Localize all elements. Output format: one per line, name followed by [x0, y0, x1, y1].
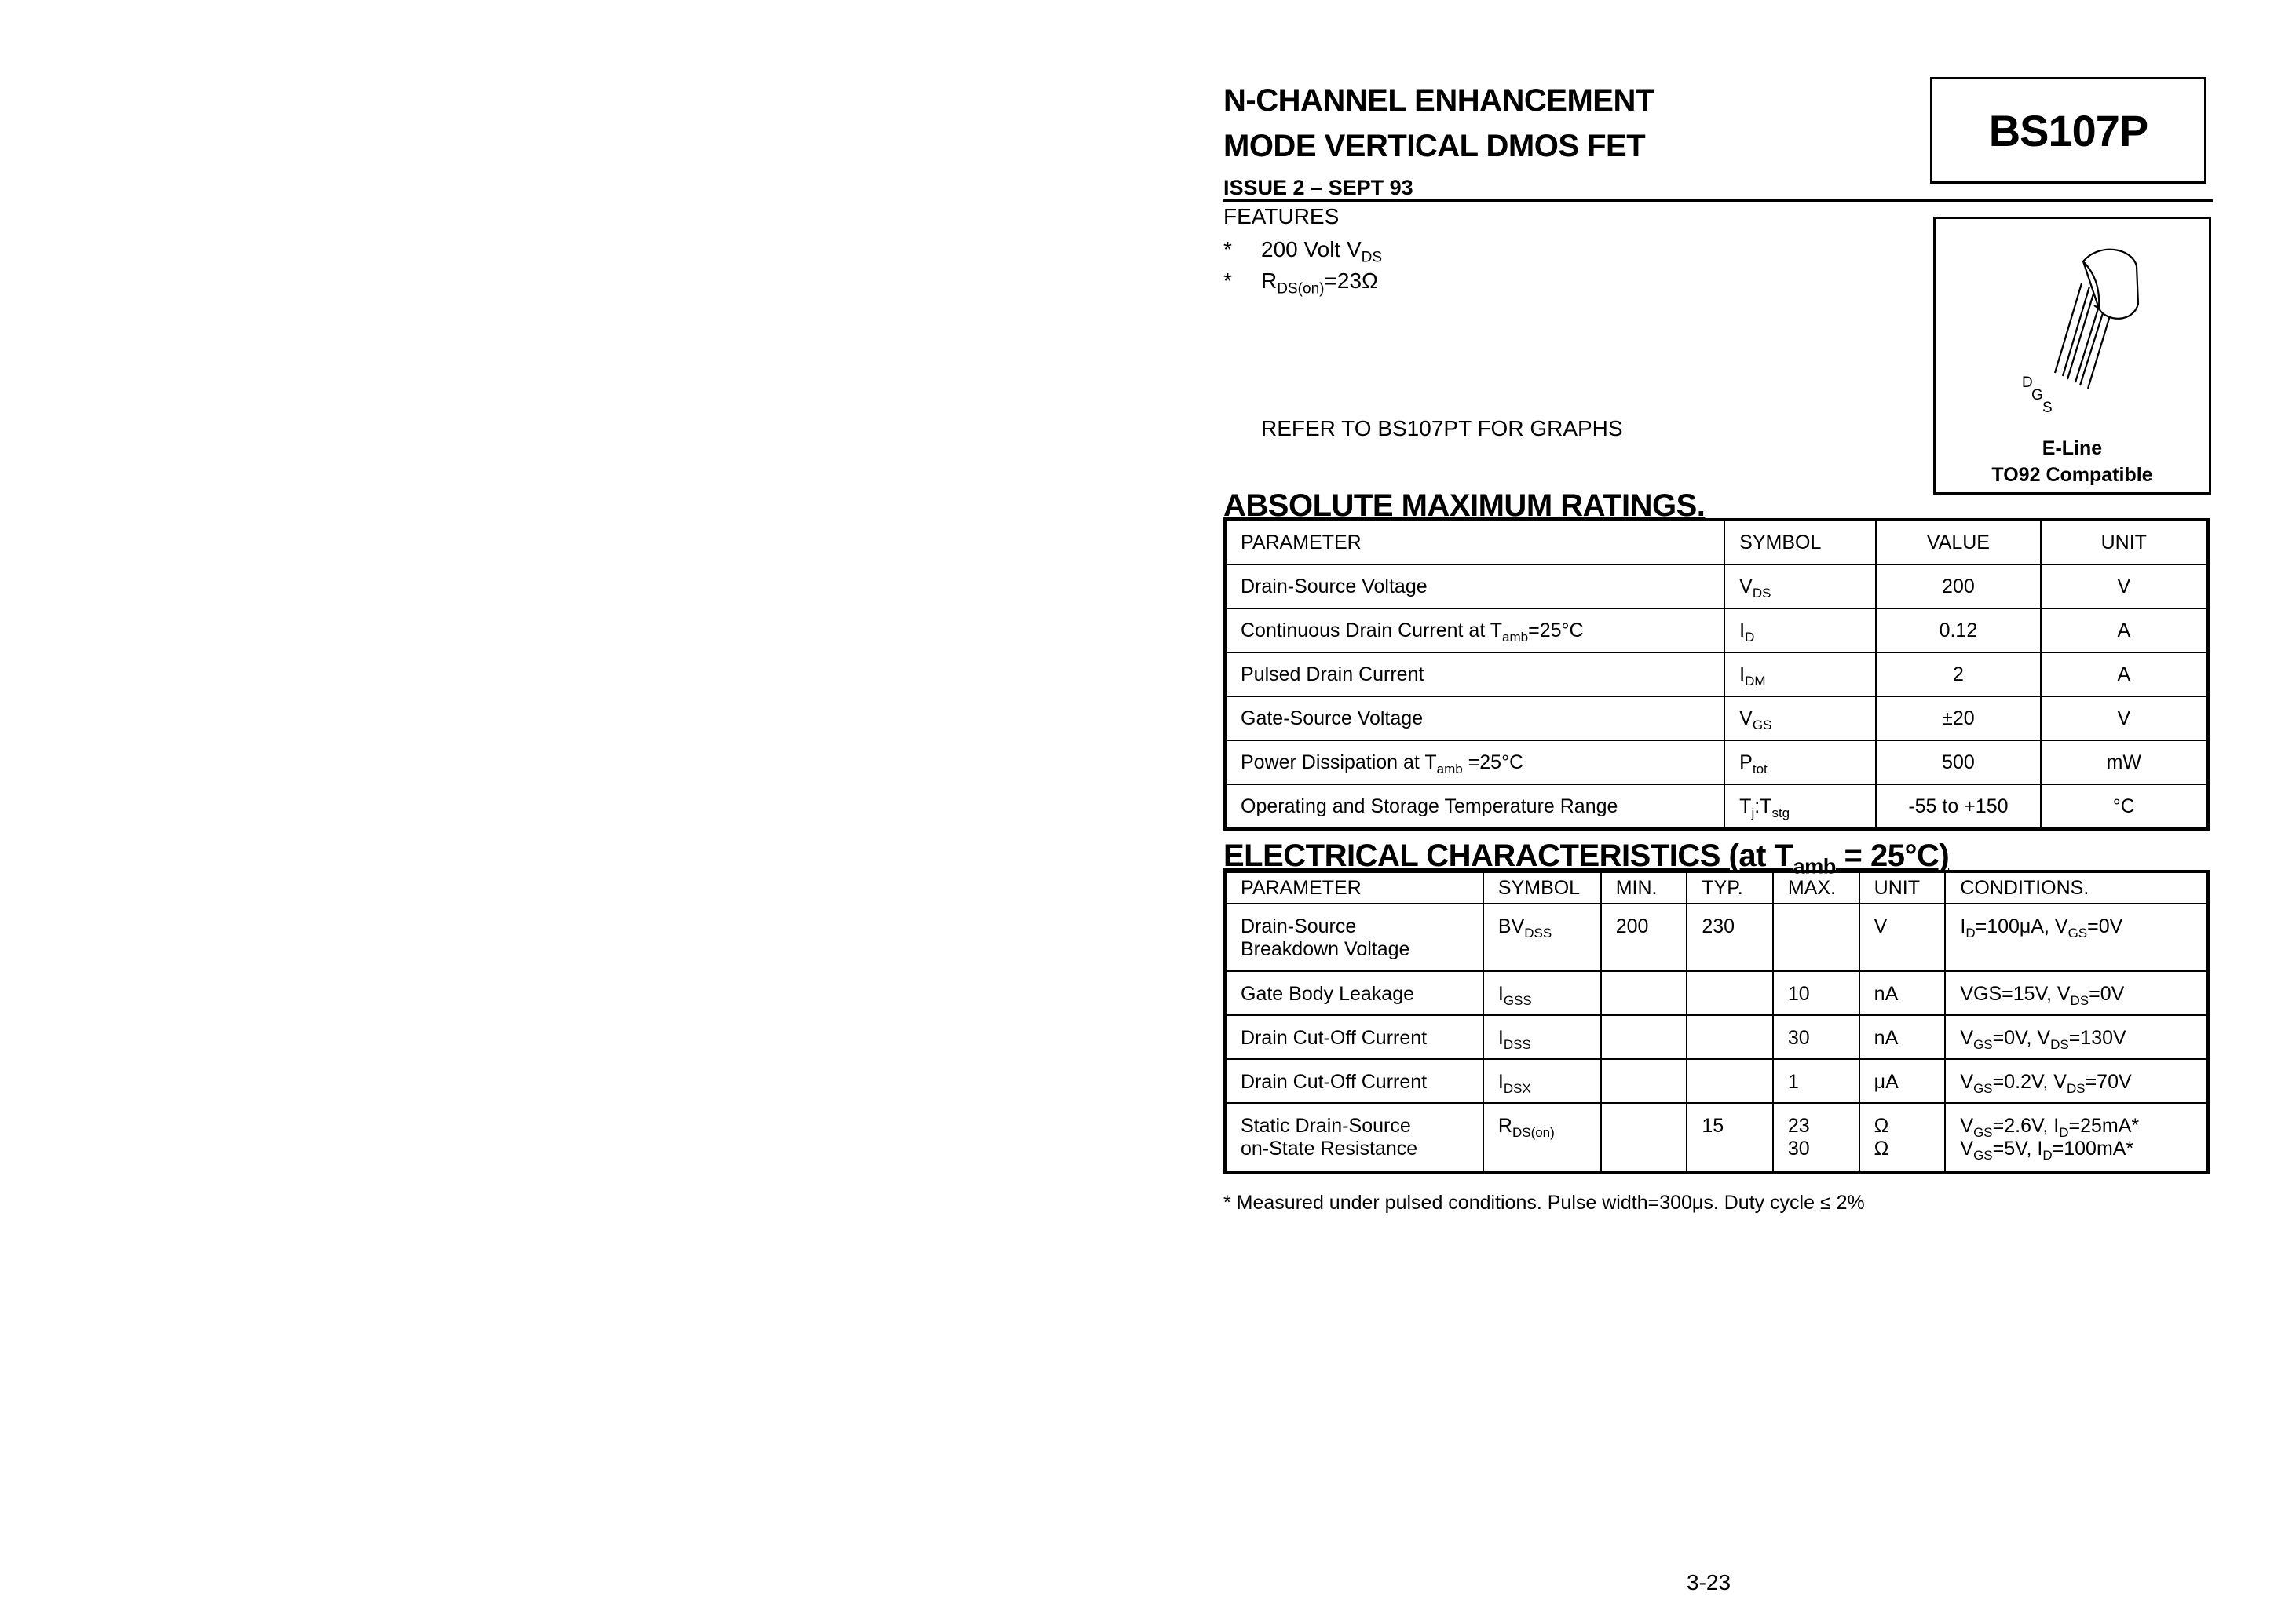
feature-text: 200 Volt $V_{DS}$	[1261, 237, 1383, 266]
table-row	[1225, 1103, 2208, 1172]
unit-cell: A	[2041, 652, 2208, 696]
title-line-1: N-CHANNEL ENHANCEMENT	[1223, 83, 1654, 118]
feature-text: $R_{DS(on)}=23\Omega$	[1261, 269, 1378, 298]
symbol-cell: $T_j:T_{stg}$	[1724, 784, 1876, 829]
value-cell: 200	[1876, 564, 2040, 608]
features-heading: FEATURES	[1223, 204, 1340, 228]
unit-cell: nA	[1859, 971, 1946, 1015]
symbol-cell: $I_{DSX}$	[1483, 1059, 1601, 1103]
value-cell: 500	[1876, 740, 2040, 784]
max-cell	[1773, 904, 1859, 971]
max-cell: 23 30	[1773, 1103, 1859, 1172]
symbol-cell: $P_{tot}$	[1724, 740, 1876, 784]
header-symbol: SYMBOL	[1483, 871, 1601, 904]
min-cell	[1601, 971, 1687, 1015]
header-rule	[1223, 199, 2213, 202]
conditions-cell: $V_{GS}=0.2V$, $V_{DS}=70V$	[1945, 1059, 2208, 1103]
typ-cell	[1687, 1059, 1773, 1103]
unit-cell: A	[2041, 608, 2208, 652]
typ-cell: 230	[1687, 904, 1773, 971]
min-cell	[1601, 1015, 1687, 1059]
param-cell: Gate-Source Voltage	[1225, 696, 1724, 740]
symbol-cell: $I_{DSS}$	[1483, 1015, 1601, 1059]
param-cell: Drain Cut-Off Current	[1225, 1059, 1483, 1103]
symbol-cell: $V_{DS}$	[1724, 564, 1876, 608]
min-cell	[1601, 1103, 1687, 1172]
unit-cell: mW	[2041, 740, 2208, 784]
header-typ: TYP.	[1687, 871, 1773, 904]
bullet: *	[1223, 237, 1232, 261]
unit-cell: Ω Ω	[1859, 1103, 1946, 1172]
table-row	[1225, 740, 2208, 784]
header-unit: UNIT	[1859, 871, 1946, 904]
abs-max-title: ABSOLUTE MAXIMUM RATINGS.	[1223, 488, 1706, 523]
unit-cell: V	[2041, 696, 2208, 740]
conditions-cell: $V_{GS}=0V$, $V_{DS}=130V$	[1945, 1015, 2208, 1059]
header-value: VALUE	[1876, 520, 2040, 564]
header-max: MAX.	[1773, 871, 1859, 904]
part-number-box	[1930, 77, 2206, 184]
abs-max-table	[1223, 518, 2210, 831]
table-row	[1225, 652, 2208, 696]
page-number: 3-23	[1687, 1570, 1731, 1595]
table-row	[1225, 1059, 2208, 1103]
conditions-cell: $V_{GS}=2.6V$, $I_D=25mA*$ $V_{GS}=5V$, $I_D=100mA*$	[1945, 1103, 2208, 1172]
param-cell: Drain-Source Voltage	[1225, 564, 1724, 608]
title-line-2: MODE VERTICAL DMOS FET	[1223, 129, 1646, 163]
min-cell	[1601, 1059, 1687, 1103]
unit-cell: nA	[1859, 1015, 1946, 1059]
header-symbol: SYMBOL	[1724, 520, 1876, 564]
max-cell: 10	[1773, 971, 1859, 1015]
table-header-row	[1225, 520, 2208, 564]
table-row	[1225, 608, 2208, 652]
table-row	[1225, 971, 2208, 1015]
unit-cell: V	[1859, 904, 1946, 971]
table-row	[1225, 1015, 2208, 1059]
symbol-cell: $BV_{DSS}$	[1483, 904, 1601, 971]
package-caption-line1: E-Line	[2042, 437, 2103, 459]
bullet: *	[1223, 269, 1232, 293]
typ-cell	[1687, 971, 1773, 1015]
table-row	[1225, 564, 2208, 608]
footnote: * Measured under pulsed conditions. Pulse width=300μs. Duty cycle ≤ 2%	[1223, 1192, 1865, 1214]
pin-label-d: D	[2022, 374, 2033, 391]
unit-cell: V	[2041, 564, 2208, 608]
typ-cell	[1687, 1015, 1773, 1059]
symbol-cell: $V_{GS}$	[1724, 696, 1876, 740]
header-parameter: PARAMETER	[1225, 871, 1483, 904]
header-parameter: PARAMETER	[1225, 520, 1724, 564]
elec-char-table	[1223, 870, 2210, 1174]
typ-cell: 15	[1687, 1103, 1773, 1172]
table-row	[1225, 904, 2208, 971]
value-cell: 2	[1876, 652, 2040, 696]
package-caption-line2: TO92 Compatible	[1991, 464, 2153, 486]
max-cell: 30	[1773, 1015, 1859, 1059]
unit-cell: μA	[1859, 1059, 1946, 1103]
param-cell: Static Drain-Source on-State Resistance	[1225, 1103, 1483, 1172]
value-cell: ±20	[1876, 696, 2040, 740]
pin-label-g: G	[2031, 387, 2043, 404]
param-cell: Drain-Source Breakdown Voltage	[1225, 904, 1483, 971]
header-unit: UNIT	[2041, 520, 2208, 564]
unit-cell: °C	[2041, 784, 2208, 829]
conditions-cell: $I_D=100\mu A$, $V_{GS}=0V$	[1945, 904, 2208, 971]
symbol-cell: $I_{DM}$	[1724, 652, 1876, 696]
pin-label-s: S	[2042, 400, 2053, 416]
param-cell: Gate Body Leakage	[1225, 971, 1483, 1015]
part-number: BS107P	[1988, 105, 2148, 155]
table-row	[1225, 784, 2208, 829]
header-min: MIN.	[1601, 871, 1687, 904]
param-cell: Continuous Drain Current at $T_{amb}=25^\circ C$	[1225, 608, 1724, 652]
table-header-row	[1225, 871, 2208, 904]
symbol-cell: $I_D$	[1724, 608, 1876, 652]
package-box	[1933, 217, 2211, 495]
header-conditions: CONDITIONS.	[1945, 871, 2208, 904]
table-row	[1225, 696, 2208, 740]
param-cell: Operating and Storage Temperature Range	[1225, 784, 1724, 829]
issue-label: ISSUE 2 – SEPT 93	[1223, 176, 1413, 199]
elec-char-title: ELECTRICAL CHARACTERISTICS (at $T_{amb} = 25^\circ C$)	[1223, 838, 1950, 879]
refer-note: REFER TO BS107PT FOR GRAPHS	[1261, 416, 1623, 440]
value-cell: 0.12	[1876, 608, 2040, 652]
symbol-cell: $I_{GSS}$	[1483, 971, 1601, 1015]
symbol-cell: $R_{DS(on)}$	[1483, 1103, 1601, 1172]
param-cell: Drain Cut-Off Current	[1225, 1015, 1483, 1059]
value-cell: -55 to +150	[1876, 784, 2040, 829]
conditions-cell: VGS=15V, $V_{DS}=0V$	[1945, 971, 2208, 1015]
param-cell: Power Dissipation at $T_{amb} =25^\circ C$	[1225, 740, 1724, 784]
max-cell: 1	[1773, 1059, 1859, 1103]
min-cell: 200	[1601, 904, 1687, 971]
param-cell: Pulsed Drain Current	[1225, 652, 1724, 696]
